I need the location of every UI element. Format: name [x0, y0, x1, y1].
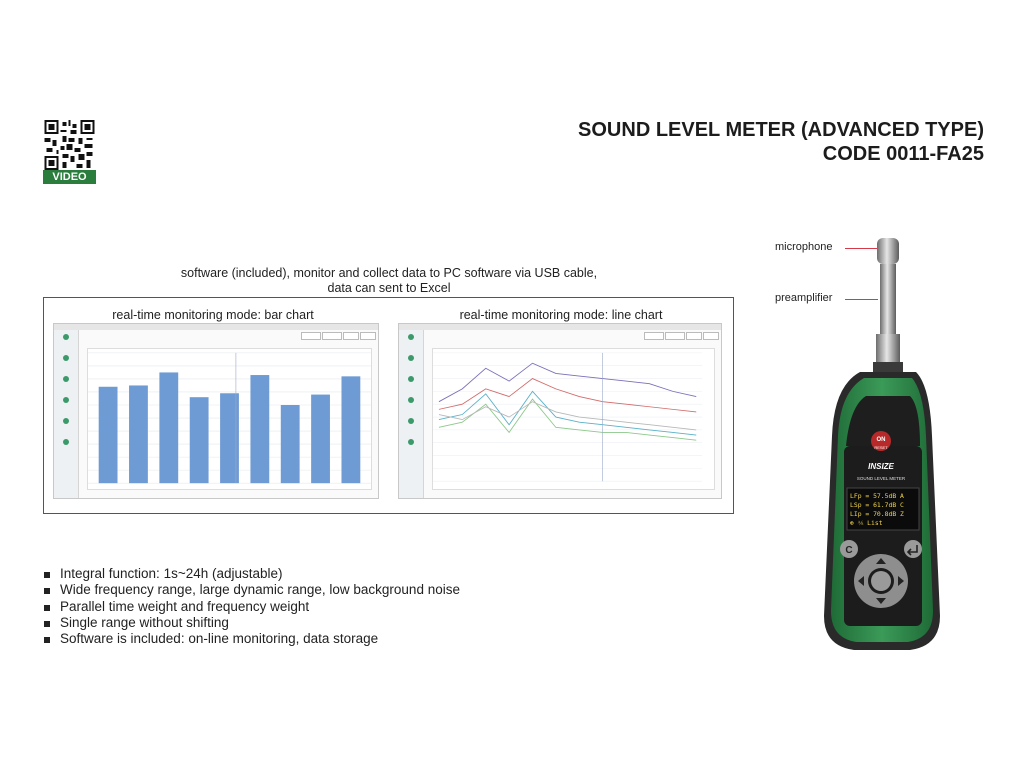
feature-item: Integral function: 1s~24h (adjustable): [42, 566, 460, 582]
series-line-1: [439, 363, 696, 402]
feature-list: [42, 566, 460, 647]
sidebar-item[interactable]: [54, 351, 78, 372]
svg-text:LSp = 61.7dB C: LSp = 61.7dB C: [850, 501, 904, 509]
svg-text:SOUND LEVEL METER: SOUND LEVEL METER: [856, 476, 906, 481]
bar-chart-window: [53, 323, 379, 499]
sound-level-meter-device: [820, 236, 944, 656]
line-chart: [433, 349, 714, 489]
toolbar-button[interactable]: [644, 332, 664, 340]
product-code: CODE 0011-FA25: [822, 143, 984, 165]
sidebar-item[interactable]: [399, 435, 423, 456]
window-toolbar: [424, 330, 719, 339]
preamplifier-tube: [880, 264, 896, 334]
sidebar-item[interactable]: [54, 435, 78, 456]
svg-text:C: C: [845, 545, 853, 556]
toolbar-button[interactable]: [665, 332, 685, 340]
toolbar-button[interactable]: [343, 332, 359, 340]
bar-6: [250, 375, 269, 483]
series-line-5: [439, 402, 696, 430]
bar-7: [281, 405, 300, 483]
preamplifier-label: preamplifier: [775, 292, 833, 304]
center-button: [871, 571, 891, 591]
microphone-head: [877, 238, 899, 264]
bar-chart-mode-title: real-time monitoring mode: bar chart: [112, 308, 314, 322]
sidebar-item[interactable]: [399, 414, 423, 435]
sidebar-item[interactable]: [54, 414, 78, 435]
feature-item: Software is included: on-line monitoring, data storage: [42, 631, 460, 647]
qr-code-badge[interactable]: [43, 120, 96, 184]
series-line-2: [439, 379, 696, 412]
window-toolbar: [79, 330, 376, 339]
video-label: VIDEO: [43, 170, 96, 184]
window-sidebar: [399, 330, 424, 498]
bar-4: [190, 397, 209, 483]
sidebar-item[interactable]: [399, 372, 423, 393]
svg-text:ON: ON: [876, 437, 886, 443]
line-chart-window: [398, 323, 722, 499]
toolbar-button[interactable]: [301, 332, 321, 340]
sidebar-item[interactable]: [399, 330, 423, 351]
bar-2: [129, 385, 148, 483]
enter-button: [904, 540, 922, 558]
svg-text:RESET: RESET: [874, 445, 888, 450]
qr-code-icon: [43, 120, 96, 170]
bar-8: [311, 395, 330, 484]
svg-text:INSIZE: INSIZE: [868, 462, 894, 471]
bar-3: [159, 372, 178, 483]
software-caption-line1: software (included), monitor and collect data to PC software via USB cable,: [180, 266, 598, 280]
device-illustration: [820, 236, 944, 656]
toolbar-button[interactable]: [360, 332, 376, 340]
sidebar-item[interactable]: [54, 330, 78, 351]
svg-text:⊕ ⅍ List: ⊕ ⅍ List: [850, 519, 883, 527]
bar-9: [341, 376, 360, 483]
bar-chart: [88, 349, 371, 489]
svg-text:LIp = 70.8dB Z: LIp = 70.8dB Z: [850, 510, 904, 518]
sidebar-item[interactable]: [54, 372, 78, 393]
bar-1: [99, 387, 118, 483]
window-sidebar: [54, 330, 79, 498]
microphone-label: microphone: [775, 241, 833, 253]
toolbar-button[interactable]: [686, 332, 702, 340]
svg-text:LFp = 57.5dB A: LFp = 57.5dB A: [850, 492, 904, 500]
sidebar-item[interactable]: [54, 393, 78, 414]
product-title: SOUND LEVEL METER (ADVANCED TYPE): [578, 119, 984, 141]
toolbar-button[interactable]: [703, 332, 719, 340]
bar-chart-plot: [87, 348, 372, 490]
line-chart-mode-title: real-time monitoring mode: line chart: [459, 308, 663, 322]
line-chart-plot: [432, 348, 715, 490]
sidebar-item[interactable]: [399, 393, 423, 414]
feature-item: Wide frequency range, large dynamic range, low background noise: [42, 582, 460, 598]
feature-item: Single range without shifting: [42, 615, 460, 631]
feature-item: Parallel time weight and frequency weight: [42, 599, 460, 615]
software-caption-line2: data can sent to Excel: [327, 281, 451, 295]
sidebar-item[interactable]: [399, 351, 423, 372]
toolbar-button[interactable]: [322, 332, 342, 340]
